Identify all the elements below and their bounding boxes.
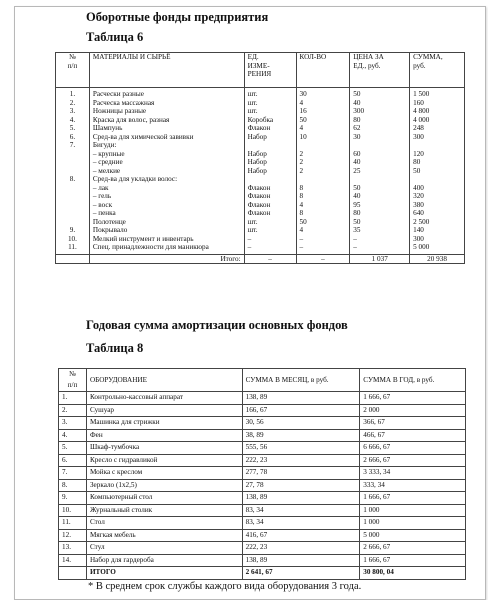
cell-value: 4 800 [413,107,430,115]
header-num [56,53,90,88]
total-monthly: 2 641, 67 [242,567,360,580]
header-num-line: п/п [67,61,78,70]
cell-name: Стол [86,517,242,530]
cell-value: 8 [299,209,304,217]
cell-num: 10. [59,504,87,517]
cell-monthly: 138, 89 [242,492,360,505]
table-row [59,517,466,530]
cell-name: Контрольно-кассовый аппарат [86,392,242,405]
cell-value [59,167,86,176]
total-row [56,254,465,264]
cell-num: 3. [59,417,87,430]
table-row [59,392,466,405]
cell-value: Набор [247,158,267,166]
cell-num: 5. [59,442,87,455]
cell-value [300,141,347,150]
header-sum [410,53,465,88]
cell-name: Набор для гардероба [86,554,242,567]
total-price: 1 037 [350,254,410,264]
num-column [56,88,90,255]
cell-monthly: 416, 67 [242,529,360,542]
cell-monthly: 138, 89 [242,554,360,567]
cell-num: 1. [59,392,87,405]
cell-value: 50 [353,183,361,192]
cell-value: 640 [413,209,424,217]
cell-monthly: 277, 78 [242,467,360,480]
header-num-line: № [69,53,76,61]
cell-monthly: 138, 89 [242,392,360,405]
cell-yearly: 366, 67 [360,417,466,430]
cell-value: Набор [247,149,267,158]
cell-name: Зеркало (1х2,5) [86,479,242,492]
table-row [59,529,466,542]
cell-value: шт. [247,217,258,226]
cell-yearly: 466, 67 [360,429,466,442]
cell-value [59,150,86,159]
cell-value: Краска для волос, разная [92,115,170,124]
cell-value: Флакон [247,200,271,209]
cell-num: 9. [59,492,87,505]
cell-value: Полотенце [92,217,126,226]
cell-value [300,175,347,184]
cell-value: 4 [299,98,304,107]
table-row [59,542,466,555]
cell-value: – [353,243,357,251]
cell-value: Набор [247,132,267,141]
cell-value: Шампунь [92,124,123,132]
header-unit-line: ЕД. [247,53,259,61]
header-unit [244,53,296,88]
footnote: * В среднем срок службы каждого вида оборудования 3 года. [88,581,362,592]
cell-yearly: 3 333, 34 [360,467,466,480]
cell-value: шт. [247,90,258,98]
cell-value [353,141,406,150]
cell-value [59,218,86,227]
header-monthly: СУММА В МЕСЯЦ, в руб. [242,369,360,392]
cell-value: 380 [413,200,424,209]
cell-value: 80 [413,158,421,166]
cell-value: Флакон [247,192,271,200]
cell-yearly: 2 666, 67 [360,542,466,555]
cell-value: 80 [353,209,361,217]
table-6-label: Таблица 6 [86,30,144,44]
cell-value: 30 [299,90,307,98]
total-num-cell [56,254,90,264]
cell-value: 140 [413,226,424,234]
cell-value: – гель [92,192,112,200]
table-row [59,454,466,467]
header-equipment: ОБОРУДОВАНИЕ [86,369,242,392]
materials-table [55,52,465,264]
table-row [59,467,466,480]
qty-column [296,88,350,255]
cell-num: 11. [59,517,87,530]
cell-value: 2 [299,166,304,175]
cell-monthly: 166, 67 [242,404,360,417]
cell-yearly: 2 666, 67 [360,454,466,467]
cell-value: Расчески разные [92,90,144,98]
cell-value: 6. [69,132,76,141]
cell-value [248,175,293,184]
cell-value: 4. [69,115,76,124]
cell-value: 4 [299,124,304,132]
cell-value: 2 [299,149,304,158]
header-num-line: п/п [67,381,78,389]
cell-value: 50 [353,217,361,226]
cell-value: 3. [69,107,76,115]
cell-value [248,141,293,150]
cell-value: 16 [299,107,307,115]
cell-yearly: 1 666, 67 [360,554,466,567]
cell-value: 25 [353,166,361,175]
cell-value: Покрывало [92,226,128,234]
cell-monthly: 38, 89 [242,429,360,442]
cell-value: Спец. принадлежности для маникюра [92,243,209,251]
table-row [59,417,466,430]
cell-value: шт. [247,107,258,115]
cell-value [59,209,86,218]
cell-value: 1 500 [413,90,430,98]
cell-value: 30 [353,132,361,141]
cell-value: 160 [413,98,424,107]
materials-body-row [56,88,465,255]
cell-num: 14. [59,554,87,567]
cell-yearly: 6 666, 67 [360,442,466,455]
cell-value: 80 [353,115,361,124]
total-row [59,567,466,580]
cell-value: 40 [353,98,361,107]
table-row [59,554,466,567]
cell-yearly: 1 666, 67 [360,392,466,405]
cell-name: Сушуар [86,404,242,417]
price-column [350,88,410,255]
header-price-line: ЦЕНА ЗА [353,53,384,61]
cell-monthly: 27, 78 [242,479,360,492]
cell-value: – [353,234,357,243]
cell-value: 8 [299,183,304,192]
cell-monthly: 30, 56 [242,417,360,430]
cell-name: Фен [86,429,242,442]
total-label: ИТОГО [86,567,242,580]
cell-value: – [299,234,304,243]
cell-value: 248 [413,124,424,132]
cell-value: – воск [92,200,113,209]
cell-num: 13. [59,542,87,555]
cell-value: – мелкие [92,166,121,175]
cell-value: 10 [299,132,307,141]
cell-value [353,175,406,184]
cell-value: – крупные [92,149,125,158]
table-row [59,479,466,492]
cell-value [59,184,86,193]
cell-value: – [247,234,252,243]
header-unit-line: ИЗМЕ- [247,61,270,70]
cell-value: 50 [413,166,421,175]
cell-name: Компьютерный стол [86,492,242,505]
cell-value: 62 [353,124,361,132]
cell-monthly: 222, 23 [242,542,360,555]
sum-column [410,88,465,255]
header-sum-line: СУММА, [413,53,443,61]
table-8-label: Таблица 8 [86,341,144,355]
cell-name: Журнальный столик [86,504,242,517]
table-row [59,429,466,442]
header-num [59,369,87,392]
cell-value: Мелкий инструмент и инвентарь [92,234,194,243]
cell-name: Шкаф-тумбочка [86,442,242,455]
cell-value: Сред-ва для химической завивки [92,132,194,141]
header-num-line: № [69,370,76,378]
cell-value: 4 [299,200,304,209]
cell-yearly: 1 666, 67 [360,492,466,505]
cell-name: Стул [86,542,242,555]
cell-num: 8. [59,479,87,492]
table-header-row [59,369,466,392]
cell-value: – [299,243,304,251]
cell-num: 7. [59,467,87,480]
cell-value: 5. [69,124,76,132]
table-row [59,492,466,505]
cell-value: 8. [69,175,76,183]
cell-name: Машинка для стрижки [86,417,242,430]
cell-value [413,141,461,150]
total-label: Итого: [89,254,244,264]
table-row [59,504,466,517]
cell-value: Ножницы разные [92,107,147,115]
cell-value: 300 [413,234,424,243]
header-price [350,53,410,88]
depreciation-table [58,368,466,580]
cell-value: Флакон [247,124,271,132]
header-unit-line: РЕНИЯ [247,70,272,78]
section-title-working-capital: Оборотные фонды предприятия [86,10,269,24]
total-unit: – [244,254,296,264]
cell-value: – [247,243,252,251]
cell-name: Мягкая мебель [86,529,242,542]
cell-value: – средние [92,158,123,166]
cell-num: 12. [59,529,87,542]
cell-value: 4 [299,226,304,234]
total-yearly: 30 800, 04 [360,567,466,580]
cell-yearly: 333, 34 [360,479,466,492]
total-sum: 20 938 [410,254,465,264]
cell-value: 2 500 [413,217,430,226]
cell-value: 2 [299,158,304,166]
cell-value [413,175,461,184]
unit-column [244,88,296,255]
cell-value: 7. [69,141,76,149]
cell-value: 50 [299,217,307,226]
cell-yearly: 1 000 [360,517,466,530]
cell-value: 400 [413,183,424,192]
cell-value: 35 [353,226,361,234]
cell-monthly: 83, 34 [242,517,360,530]
cell-value: 4 000 [413,115,430,124]
cell-value: шт. [247,98,258,107]
cell-value: 40 [353,192,361,200]
cell-yearly: 1 000 [360,504,466,517]
cell-num: 6. [59,454,87,467]
total-qty: – [296,254,350,264]
cell-value: 10. [67,234,77,243]
cell-value: Флакон [247,183,271,192]
header-sum-line: руб. [413,61,426,70]
header-price-line: ЕД., руб. [353,61,381,70]
cell-value: Флакон [247,209,271,217]
cell-value: Расческа массажная [92,98,155,107]
cell-value: 120 [413,149,424,158]
cell-value: 300 [413,132,424,141]
cell-monthly: 83, 34 [242,504,360,517]
section-title-depreciation: Годовая сумма амортизации основных фондов [86,318,348,332]
cell-name: Мойка с креслом [86,467,242,480]
cell-value: шт. [247,226,258,234]
table-row [59,404,466,417]
cell-value: 8 [299,192,304,200]
cell-value: Коробка [247,115,274,124]
table-row [59,442,466,455]
cell-value: 60 [353,149,361,158]
cell-monthly: 222, 23 [242,454,360,467]
cell-value: 2. [69,98,76,107]
cell-monthly: 555, 56 [242,442,360,455]
cell-value [59,158,86,167]
cell-value: 95 [353,200,361,209]
header-materials: МАТЕРИАЛЫ И СЫРЬЁ [89,53,244,88]
cell-value: 1. [69,90,76,98]
cell-value: – пенка [92,209,116,217]
cell-value [59,201,86,210]
cell-value: 320 [413,192,424,200]
cell-value: 50 [353,90,361,98]
cell-value: 300 [353,107,365,115]
materials-column [89,88,244,255]
cell-yearly: 5 000 [360,529,466,542]
cell-value [59,192,86,201]
cell-value: 5 000 [413,243,430,251]
cell-value: Бигуди: [92,141,117,149]
cell-num: 2. [59,404,87,417]
total-num-cell [59,567,87,580]
cell-num: 4. [59,429,87,442]
cell-value: 50 [299,115,307,124]
cell-value: Набор [247,166,267,175]
cell-value: 11. [68,243,77,251]
cell-value: 9. [69,226,76,234]
header-qty: КОЛ-ВО [296,53,350,88]
cell-value: 40 [353,158,361,166]
cell-value: Сред-ва для укладки волос: [92,175,178,183]
header-yearly: СУММА В ГОД, в руб. [360,369,466,392]
table-header-row [56,53,465,88]
cell-value: – лак [92,183,109,192]
cell-name: Кресло с гидравликой [86,454,242,467]
cell-yearly: 2 000 [360,404,466,417]
